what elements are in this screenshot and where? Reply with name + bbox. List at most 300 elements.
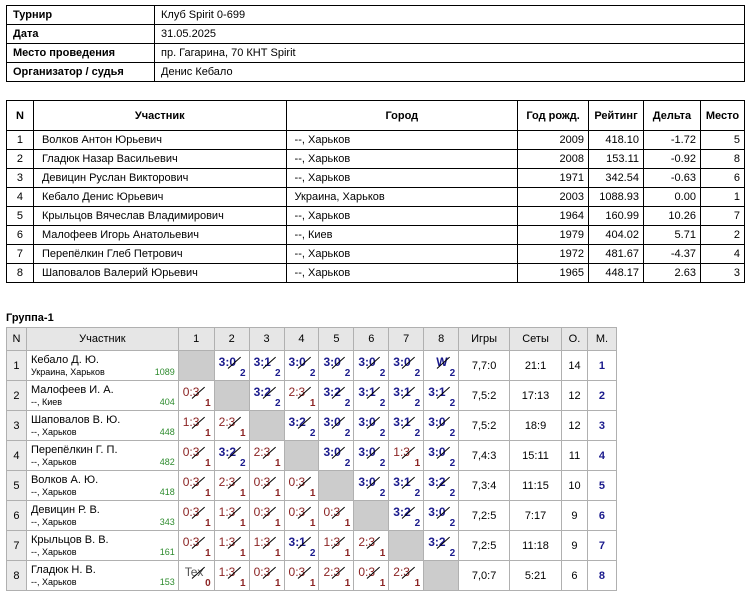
match-score: 1:3 [218,535,236,549]
match-points: 2 [309,548,316,559]
games-cell: 7,0:7 [459,561,510,591]
row-number: 5 [7,471,27,501]
match-score: 3:1 [393,385,411,399]
match-score: 3:0 [288,355,306,369]
points-cell: 12 [562,411,588,441]
match-cell [354,531,389,561]
table-cell: 2 [7,150,34,169]
match-score: 2:3 [253,445,271,459]
match-points: 1 [309,518,316,529]
row-number: 1 [7,351,27,381]
points-cell: 12 [562,381,588,411]
column-header: 1 [178,328,214,351]
table-row [7,264,745,283]
points-cell: 9 [562,531,588,561]
column-header: 2 [214,328,249,351]
match-score: 3:0 [323,415,341,429]
self-cell [354,501,389,531]
column-header: М. [587,328,616,351]
match-cell [284,351,319,381]
match-points: 1 [274,548,281,559]
table-cell: 0.00 [643,188,700,207]
match-points: 2 [414,398,421,409]
match-cell [249,501,284,531]
points-cell: 11 [562,441,588,471]
match-score: 2:3 [323,565,341,579]
player-location: --, Киев [30,396,63,407]
column-header: 4 [284,328,319,351]
info-key: Дата [7,25,155,44]
match-cell [354,351,389,381]
match-points: 1 [205,518,211,529]
column-header: N [7,328,27,351]
match-score: 0:3 [253,505,271,519]
player-name: Шаповалов В. Ю. [30,413,121,426]
player-location: --, Харьков [30,456,77,467]
table-cell: -0.63 [643,169,700,188]
player-meta [31,397,175,408]
self-cell [214,381,249,411]
column-header: Год рожд. [518,101,589,131]
table-cell: -1.72 [643,131,700,150]
player-meta [31,577,175,588]
info-key: Организатор / судья [7,63,155,82]
table-cell: 448.17 [589,264,644,283]
player-name: Гладюк Н. В. [30,563,96,576]
column-header: Город [286,101,518,131]
match-score: 3:1 [393,475,411,489]
match-score: Tex [184,565,204,579]
table-cell: --, Харьков [286,150,518,169]
match-score: 0:3 [358,565,376,579]
column-header: Игры [459,328,510,351]
match-points: 2 [274,368,281,379]
match-points: 1 [414,578,421,589]
table-cell: 5 [700,131,744,150]
table-cell: 5.71 [643,226,700,245]
match-cell [284,501,319,531]
row-number: 7 [7,531,27,561]
match-cell [178,471,214,501]
player-rating: 1089 [154,366,175,377]
match-score: 0:3 [323,505,341,519]
match-score: 3:1 [358,385,376,399]
match-score: 3:2 [428,535,446,549]
match-points: 1 [414,458,421,469]
match-points: 2 [344,398,351,409]
table-cell: 7 [700,207,744,226]
column-header: Участник [26,328,178,351]
match-cell [249,471,284,501]
match-score: 1:3 [182,415,200,429]
table-cell: 1964 [518,207,589,226]
table-cell: 481.67 [589,245,644,264]
player-name: Малофеев И. А. [30,383,114,396]
match-score: 0:3 [253,565,271,579]
match-score: 3:1 [288,535,306,549]
column-header: О. [562,328,588,351]
match-cell [214,441,249,471]
match-score: 1:3 [218,505,236,519]
match-cell [389,471,424,501]
match-score: 0:3 [182,505,200,519]
match-points: 2 [449,428,456,439]
column-header: 7 [389,328,424,351]
match-cell [249,531,284,561]
match-score: 3:2 [393,505,411,519]
match-cell [424,501,459,531]
player-cell [26,381,178,411]
player-location: --, Харьков [30,516,77,527]
match-points: 2 [414,488,421,499]
column-header: Рейтинг [589,101,644,131]
match-cell [178,381,214,411]
player-cell [26,411,178,441]
self-cell [249,411,284,441]
table-cell: 1979 [518,226,589,245]
table-cell: 2003 [518,188,589,207]
match-score: 3:0 [358,355,376,369]
match-points: 2 [449,458,456,469]
match-points: 2 [449,398,456,409]
group-row [7,561,617,591]
place-cell: 8 [587,561,616,591]
player-name: Девицин Р. В. [30,503,100,516]
match-points: 2 [449,488,456,499]
match-cell [214,561,249,591]
match-cell [214,531,249,561]
table-cell: 2 [700,226,744,245]
table-cell: --, Харьков [286,131,518,150]
match-score: 3:0 [428,505,446,519]
sets-cell: 11:15 [510,471,562,501]
row-number: 4 [7,441,27,471]
table-row [7,169,745,188]
match-points: 1 [379,578,386,589]
group-row [7,411,617,441]
player-cell [26,531,178,561]
match-score: 3:2 [253,385,271,399]
match-cell [249,381,284,411]
sets-cell: 11:18 [510,531,562,561]
match-cell [284,471,319,501]
match-points: 1 [309,578,316,589]
match-score: 3:0 [358,415,376,429]
column-header: 5 [319,328,354,351]
table-cell: 5 [7,207,34,226]
participants-table [6,100,745,283]
match-points: 2 [379,368,386,379]
tournament-info-table [6,5,745,82]
match-cell [319,561,354,591]
table-cell: 2008 [518,150,589,169]
match-points: 2 [309,428,316,439]
games-cell: 7,2:5 [459,531,510,561]
match-score: 0:3 [288,505,306,519]
table-cell: 8 [7,264,34,283]
group-row [7,351,617,381]
table-row [7,226,745,245]
match-score: 3:1 [253,355,271,369]
match-cell [389,441,424,471]
match-cell [389,561,424,591]
match-points: 2 [449,548,456,559]
match-points: 2 [240,368,246,379]
match-score: 0:3 [288,565,306,579]
match-points: 1 [205,488,211,499]
match-cell [284,561,319,591]
match-points: 2 [414,368,421,379]
match-cell [354,471,389,501]
column-header: Место [700,101,744,131]
match-points: 2 [414,518,421,529]
match-points: 1 [309,488,316,499]
match-cell [284,411,319,441]
match-cell [389,381,424,411]
match-points: 2 [240,458,246,469]
match-score: 0:3 [182,535,200,549]
games-cell: 7,4:3 [459,441,510,471]
points-cell: 10 [562,471,588,501]
player-location: Украина, Харьков [30,366,105,377]
table-cell: --, Харьков [286,245,518,264]
info-row [7,25,745,44]
player-rating: 404 [159,396,175,407]
info-value: пр. Гагарина, 70 КНТ Spirit [155,44,745,63]
match-points: 1 [240,488,246,499]
self-cell [178,351,214,381]
sets-cell: 17:13 [510,381,562,411]
player-cell [26,561,178,591]
match-cell [214,351,249,381]
match-cell [319,411,354,441]
player-meta [31,547,175,558]
match-points: 1 [205,548,211,559]
match-score: W [436,355,448,369]
row-number: 8 [7,561,27,591]
match-points: 1 [274,578,281,589]
points-cell: 9 [562,501,588,531]
table-cell: 342.54 [589,169,644,188]
match-score: 3:0 [428,445,446,459]
match-points: 1 [240,578,246,589]
table-cell: 6 [700,169,744,188]
group-row [7,471,617,501]
table-cell: 1 [700,188,744,207]
points-cell: 14 [562,351,588,381]
group-row [7,501,617,531]
table-cell: 8 [700,150,744,169]
match-score: 3:0 [218,355,237,369]
info-key: Место проведения [7,44,155,63]
match-score: 0:3 [182,385,200,399]
match-cell [424,381,459,411]
info-value: Денис Кебало [155,63,745,82]
match-points: 1 [274,458,281,469]
table-row [7,131,745,150]
table-cell: 2009 [518,131,589,150]
match-cell [178,441,214,471]
match-score: 2:3 [218,475,236,489]
match-cell [214,501,249,531]
match-points: 1 [344,548,351,559]
player-cell [26,471,178,501]
match-points: 2 [379,398,386,409]
table-cell: 3 [700,264,744,283]
table-cell: 10.26 [643,207,700,226]
column-header: 8 [424,328,459,351]
row-number: 6 [7,501,27,531]
player-meta [31,457,175,468]
match-score: 2:3 [393,565,410,579]
match-cell [354,411,389,441]
games-cell: 7,5:2 [459,381,510,411]
group-row [7,531,617,561]
table-cell: Волков Антон Юрьевич [33,131,286,150]
match-score: 0:3 [182,475,200,489]
match-points: 2 [449,368,456,379]
self-cell [389,531,424,561]
match-score: 3:0 [323,355,341,369]
table-cell: --, Харьков [286,207,518,226]
match-score: 3:2 [218,445,237,459]
player-location: --, Харьков [30,486,77,497]
table-cell: Кебало Денис Юрьевич [33,188,286,207]
match-cell [214,471,249,501]
match-points: 2 [379,428,386,439]
match-cell [424,531,459,561]
match-score: 2:3 [218,415,236,429]
match-score: 3:0 [393,355,411,369]
match-points: 2 [379,488,386,499]
match-points: 1 [274,518,281,529]
table-cell: 4 [700,245,744,264]
player-location: --, Харьков [30,576,77,587]
match-points: 1 [240,428,246,439]
player-rating: 161 [159,546,175,557]
match-cell [354,441,389,471]
match-cell [319,381,354,411]
match-cell [214,411,249,441]
info-row [7,44,745,63]
match-cell [319,531,354,561]
table-cell: Девицин Руслан Викторович [33,169,286,188]
player-meta [31,517,175,528]
player-name: Волков А. Ю. [30,473,99,486]
group-row [7,441,617,471]
player-cell [26,441,178,471]
column-header: Участник [33,101,286,131]
table-cell: Крыльцов Вячеслав Владимирович [33,207,286,226]
info-value: 31.05.2025 [155,25,745,44]
match-points: 1 [205,458,211,469]
match-points: 2 [344,368,351,379]
match-cell [424,471,459,501]
self-cell [319,471,354,501]
sets-cell: 15:11 [510,441,562,471]
table-cell: 1965 [518,264,589,283]
group-title: Группа-1 [6,312,54,324]
column-header: 3 [249,328,284,351]
match-cell [319,351,354,381]
match-score: 3:2 [428,475,446,489]
player-cell [26,501,178,531]
match-points: 1 [240,548,246,559]
place-cell: 5 [587,471,616,501]
player-meta [31,487,175,498]
match-score: 3:1 [393,415,411,429]
sets-cell: 7:17 [510,501,562,531]
table-cell: Украина, Харьков [286,188,518,207]
match-cell [178,501,214,531]
player-name: Кебало Д. Ю. [30,353,99,366]
match-cell [319,501,354,531]
match-points: 1 [344,578,351,589]
match-score: 2:3 [288,385,306,399]
row-number: 3 [7,411,27,441]
player-rating: 482 [159,456,175,467]
games-cell: 7,3:4 [459,471,510,501]
table-cell: -4.37 [643,245,700,264]
match-score: 3:0 [358,445,376,459]
match-cell [178,531,214,561]
table-cell: 1088.93 [589,188,644,207]
match-score: 1:3 [253,535,271,549]
self-cell [424,561,459,591]
match-cell [389,351,424,381]
match-cell [389,501,424,531]
info-value: Клуб Spirit 0-699 [155,6,745,25]
column-header: N [7,101,34,131]
player-cell [26,351,178,381]
match-points: 2 [379,458,386,469]
match-points: 2 [449,518,456,529]
match-points: 1 [274,488,281,499]
match-cell [424,411,459,441]
table-row [7,207,745,226]
table-cell: --, Киев [286,226,518,245]
match-cell [249,441,284,471]
table-cell: Гладюк Назар Васильевич [33,150,286,169]
match-score: 3:0 [323,445,341,459]
table-cell: 418.10 [589,131,644,150]
match-cell [424,441,459,471]
player-meta [31,367,175,378]
column-header: Дельта [643,101,700,131]
place-cell: 6 [587,501,616,531]
info-row [7,63,745,82]
match-points: 2 [344,458,351,469]
match-cell [284,381,319,411]
table-cell: 160.99 [589,207,644,226]
table-cell: --, Харьков [286,264,518,283]
info-row [7,6,745,25]
match-score: 1:3 [218,565,236,579]
table-cell: 4 [7,188,34,207]
table-cell: 6 [7,226,34,245]
games-cell: 7,5:2 [459,411,510,441]
player-rating: 153 [159,576,175,587]
table-row [7,188,745,207]
player-rating: 448 [159,426,175,437]
table-cell: 404.02 [589,226,644,245]
table-cell: Малофеев Игорь Анатольевич [33,226,286,245]
match-points: 2 [309,368,316,379]
match-score: 0:3 [253,475,271,489]
table-cell: -0.92 [643,150,700,169]
player-rating: 343 [159,516,175,527]
table-cell: Шаповалов Валерий Юрьевич [33,264,286,283]
